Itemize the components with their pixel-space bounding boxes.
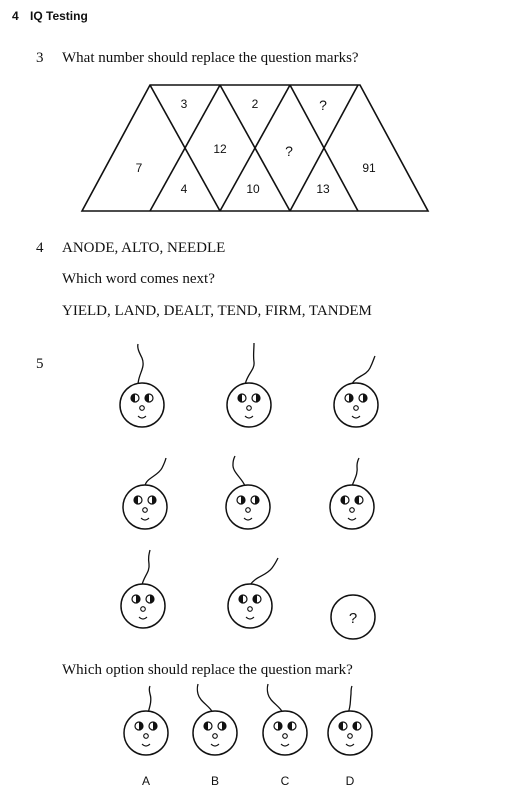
face-r2c1: [123, 485, 167, 529]
running-title: IQ Testing: [30, 9, 88, 23]
face-antenna: [250, 558, 278, 585]
face-antenna: [348, 686, 352, 713]
triangle-value-top-3: ?: [319, 97, 327, 113]
question-4-prompt: Which word comes next?: [62, 271, 215, 287]
option-face-b: [193, 711, 237, 755]
triangle-value-bottom-1: 4: [180, 182, 188, 196]
option-label-c: C: [280, 774, 290, 788]
triangle-puzzle: [0, 0, 511, 240]
face-antenna: [352, 458, 359, 486]
triangle-value-middle-2: ?: [285, 143, 293, 159]
face-r2c3: [330, 485, 374, 529]
triangle-value-big-right: 91: [362, 161, 376, 175]
missing-symbol: ?: [348, 610, 358, 627]
triangle-value-bottom-3: 13: [316, 182, 330, 196]
face-r1c2: [227, 383, 271, 427]
face-r1c3: [334, 383, 378, 427]
face-antenna: [197, 684, 213, 713]
question-4-words: ANODE, ALTO, NEEDLE: [62, 240, 226, 256]
face-antenna: [148, 686, 151, 713]
option-label-d: D: [345, 774, 355, 788]
face-r1c1: [120, 383, 164, 427]
face-r2c2: [226, 485, 270, 529]
face-antenna: [145, 458, 166, 486]
face-antenna: [142, 550, 150, 585]
option-face-a: [124, 711, 168, 755]
question-4-number: 4: [36, 240, 44, 256]
face-r3c1: [121, 584, 165, 628]
page-number: 4: [12, 9, 19, 23]
question-5-prompt: Which option should replace the question mark?: [62, 662, 353, 678]
face-puzzle: [0, 340, 511, 798]
face-antenna: [267, 684, 283, 713]
triangle-value-big-left: 7: [135, 161, 143, 175]
face-r3c2: [228, 584, 272, 628]
option-face-d: [328, 711, 372, 755]
option-label-b: B: [210, 774, 219, 788]
triangle-value-top-2: 2: [251, 97, 259, 111]
face-antenna: [352, 356, 375, 384]
question-3-text: What number should replace the question marks?: [62, 50, 359, 66]
face-antenna: [233, 456, 245, 486]
question-5-number: 5: [36, 356, 44, 372]
triangle-value-middle-1: 12: [213, 142, 227, 156]
option-face-c: [263, 711, 307, 755]
face-antenna: [245, 343, 254, 385]
triangle-value-top-1: 3: [180, 97, 188, 111]
triangle-value-bottom-2: 10: [246, 182, 260, 196]
question-3-number: 3: [36, 50, 44, 66]
option-label-a: A: [141, 774, 150, 788]
question-4-options: YIELD, LAND, DEALT, TEND, FIRM, TANDEM: [62, 303, 372, 319]
missing-face-circle: [331, 595, 375, 639]
face-antenna: [138, 344, 143, 385]
